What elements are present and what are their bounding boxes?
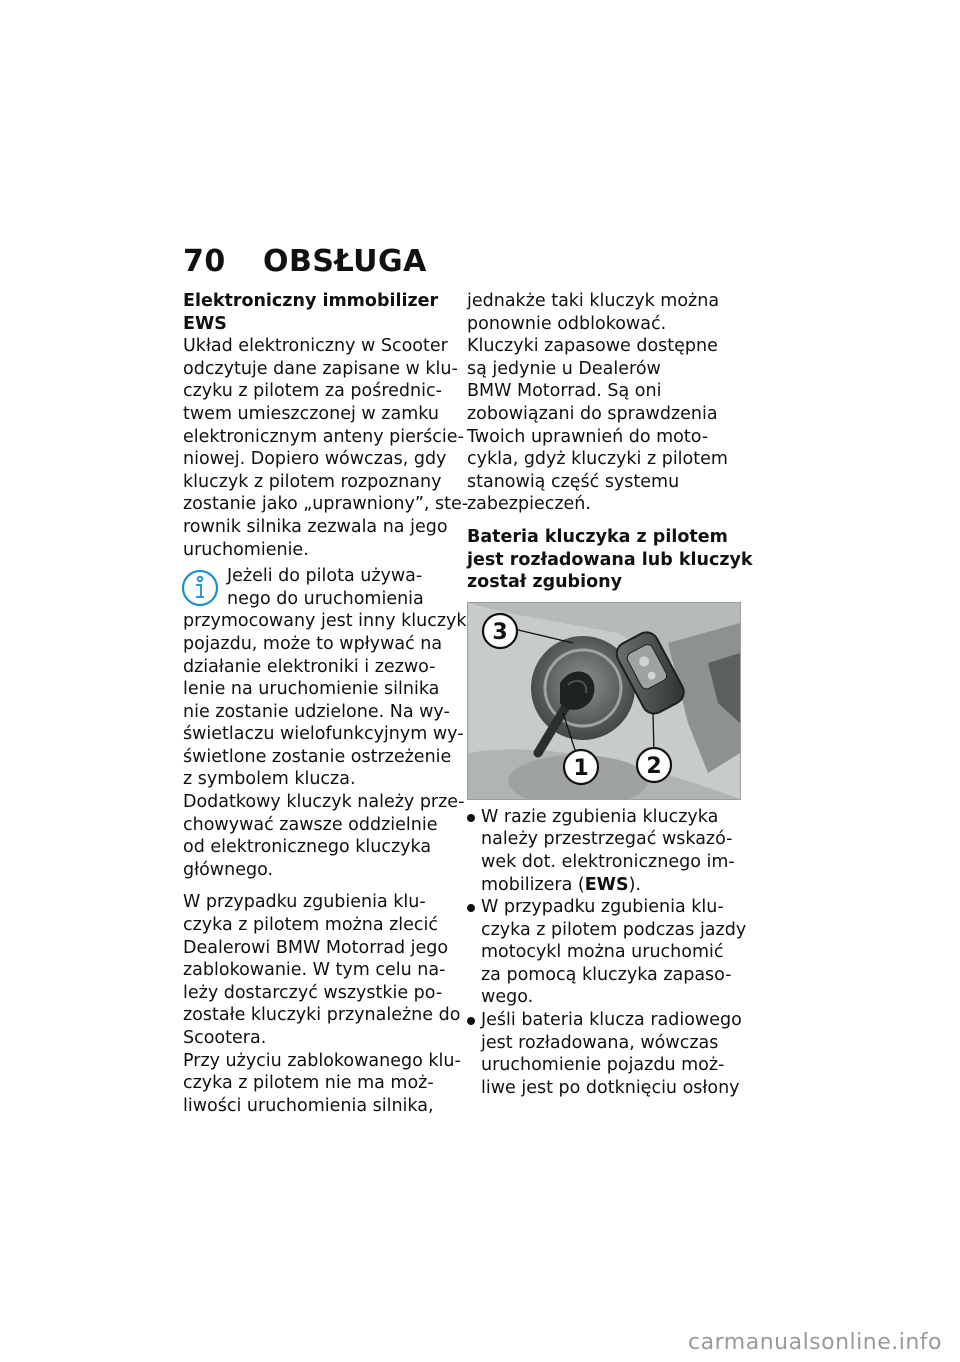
list-item: W przypadku zgubienia klu- czyka z pilotem podczas jazdy motocykl można uruchomić za pomocą kluczyka zapaso- wego. <box>467 896 739 1009</box>
list-item: Jeśli bateria klucza radiowego jest rozładowana, wówczas uruchomienie pojazdu moż- liwe jest po dotknięciu osłony <box>467 1009 739 1099</box>
paragraph-blocked-key: Przy użyciu zablokowanego klu- czyka z pilotem nie ma moż- liwości uruchomienia silnika, <box>183 1050 461 1116</box>
page-header <box>183 244 427 279</box>
callout-2 <box>637 748 671 782</box>
svg-text:2: 2 <box>646 753 662 779</box>
callout-3 <box>483 614 517 648</box>
paragraph-unblock: jednakże taki kluczyk można ponownie odblokować. <box>467 291 720 334</box>
page-number: 70 <box>183 244 226 279</box>
section-heading-ews: Elektroniczny immobilizer EWS <box>183 291 439 334</box>
paragraph-lost-key: W przypadku zgubienia klu- czyka z pilotem można zlecić Dealerowi BMW Motorrad jego zablokowanie. W tym celu na- leży dostarczyć wszystkie po- zostałe kluczyki przynależne do Scootera. <box>183 892 461 1048</box>
callout-1 <box>564 750 598 784</box>
section-heading-battery: Bateria kluczyka z pilotem jest rozładowana lub kluczyk został zgubiony <box>467 526 753 593</box>
svg-text:1: 1 <box>573 755 589 781</box>
paragraph-ews-description: Układ elektroniczny w Scooter odczytuje dane zapisane w klu- czyku z pilotem za pośrednic- twem umieszczonej w zamku elektronicznym anteny pierście- niowej. Dopiero wówczas, gdy kluczyk z pilotem rozpoznany zostanie jako „uprawniony”, ste- rownik silnika zezwala na jego uruchomienie. <box>183 336 469 560</box>
info-icon <box>181 569 219 607</box>
watermark-link[interactable]: carmanualsonline.info <box>688 1330 942 1355</box>
key-fob-figure <box>467 602 741 800</box>
svg-text:3: 3 <box>492 619 508 645</box>
paragraph-spare-key: Dodatkowy kluczyk należy prze- chowywać zawsze oddzielnie od elektronicznego kluczyka głównego. <box>183 792 465 880</box>
right-column <box>467 290 753 1099</box>
key-fob-illustration <box>468 603 740 799</box>
paragraph-dealer: Kluczyki zapasowe dostępne są jedynie u Dealerów BMW Motorrad. Są oni zobowiązani do sprawdzenia Twoich uprawnień do moto- cykla, gdyż kluczyki z pilotem stanowią część systemu zabezpieczeń. <box>467 336 728 515</box>
list-item: W razie zgubienia kluczyka należy przestrzegać wskazó- wek dot. elektronicznego im- mobilizera (EWS). <box>467 806 739 896</box>
left-column <box>183 290 469 1117</box>
section-title: OBSŁUGA <box>263 244 427 279</box>
info-note: Jeżeli do pilota używa- nego do uruchomienia przymocowany jest inny kluczyk pojazdu, może to wpływać na działanie elektroniki i zezwo- lenie na uruchomienie silnika nie zostanie udzielone. Na wy- świetlaczu wielofunkcyjnym wy- świetlone zostanie ostrzeżenie z symbolem klucza. <box>183 566 467 790</box>
ews-label: EWS <box>584 874 629 895</box>
